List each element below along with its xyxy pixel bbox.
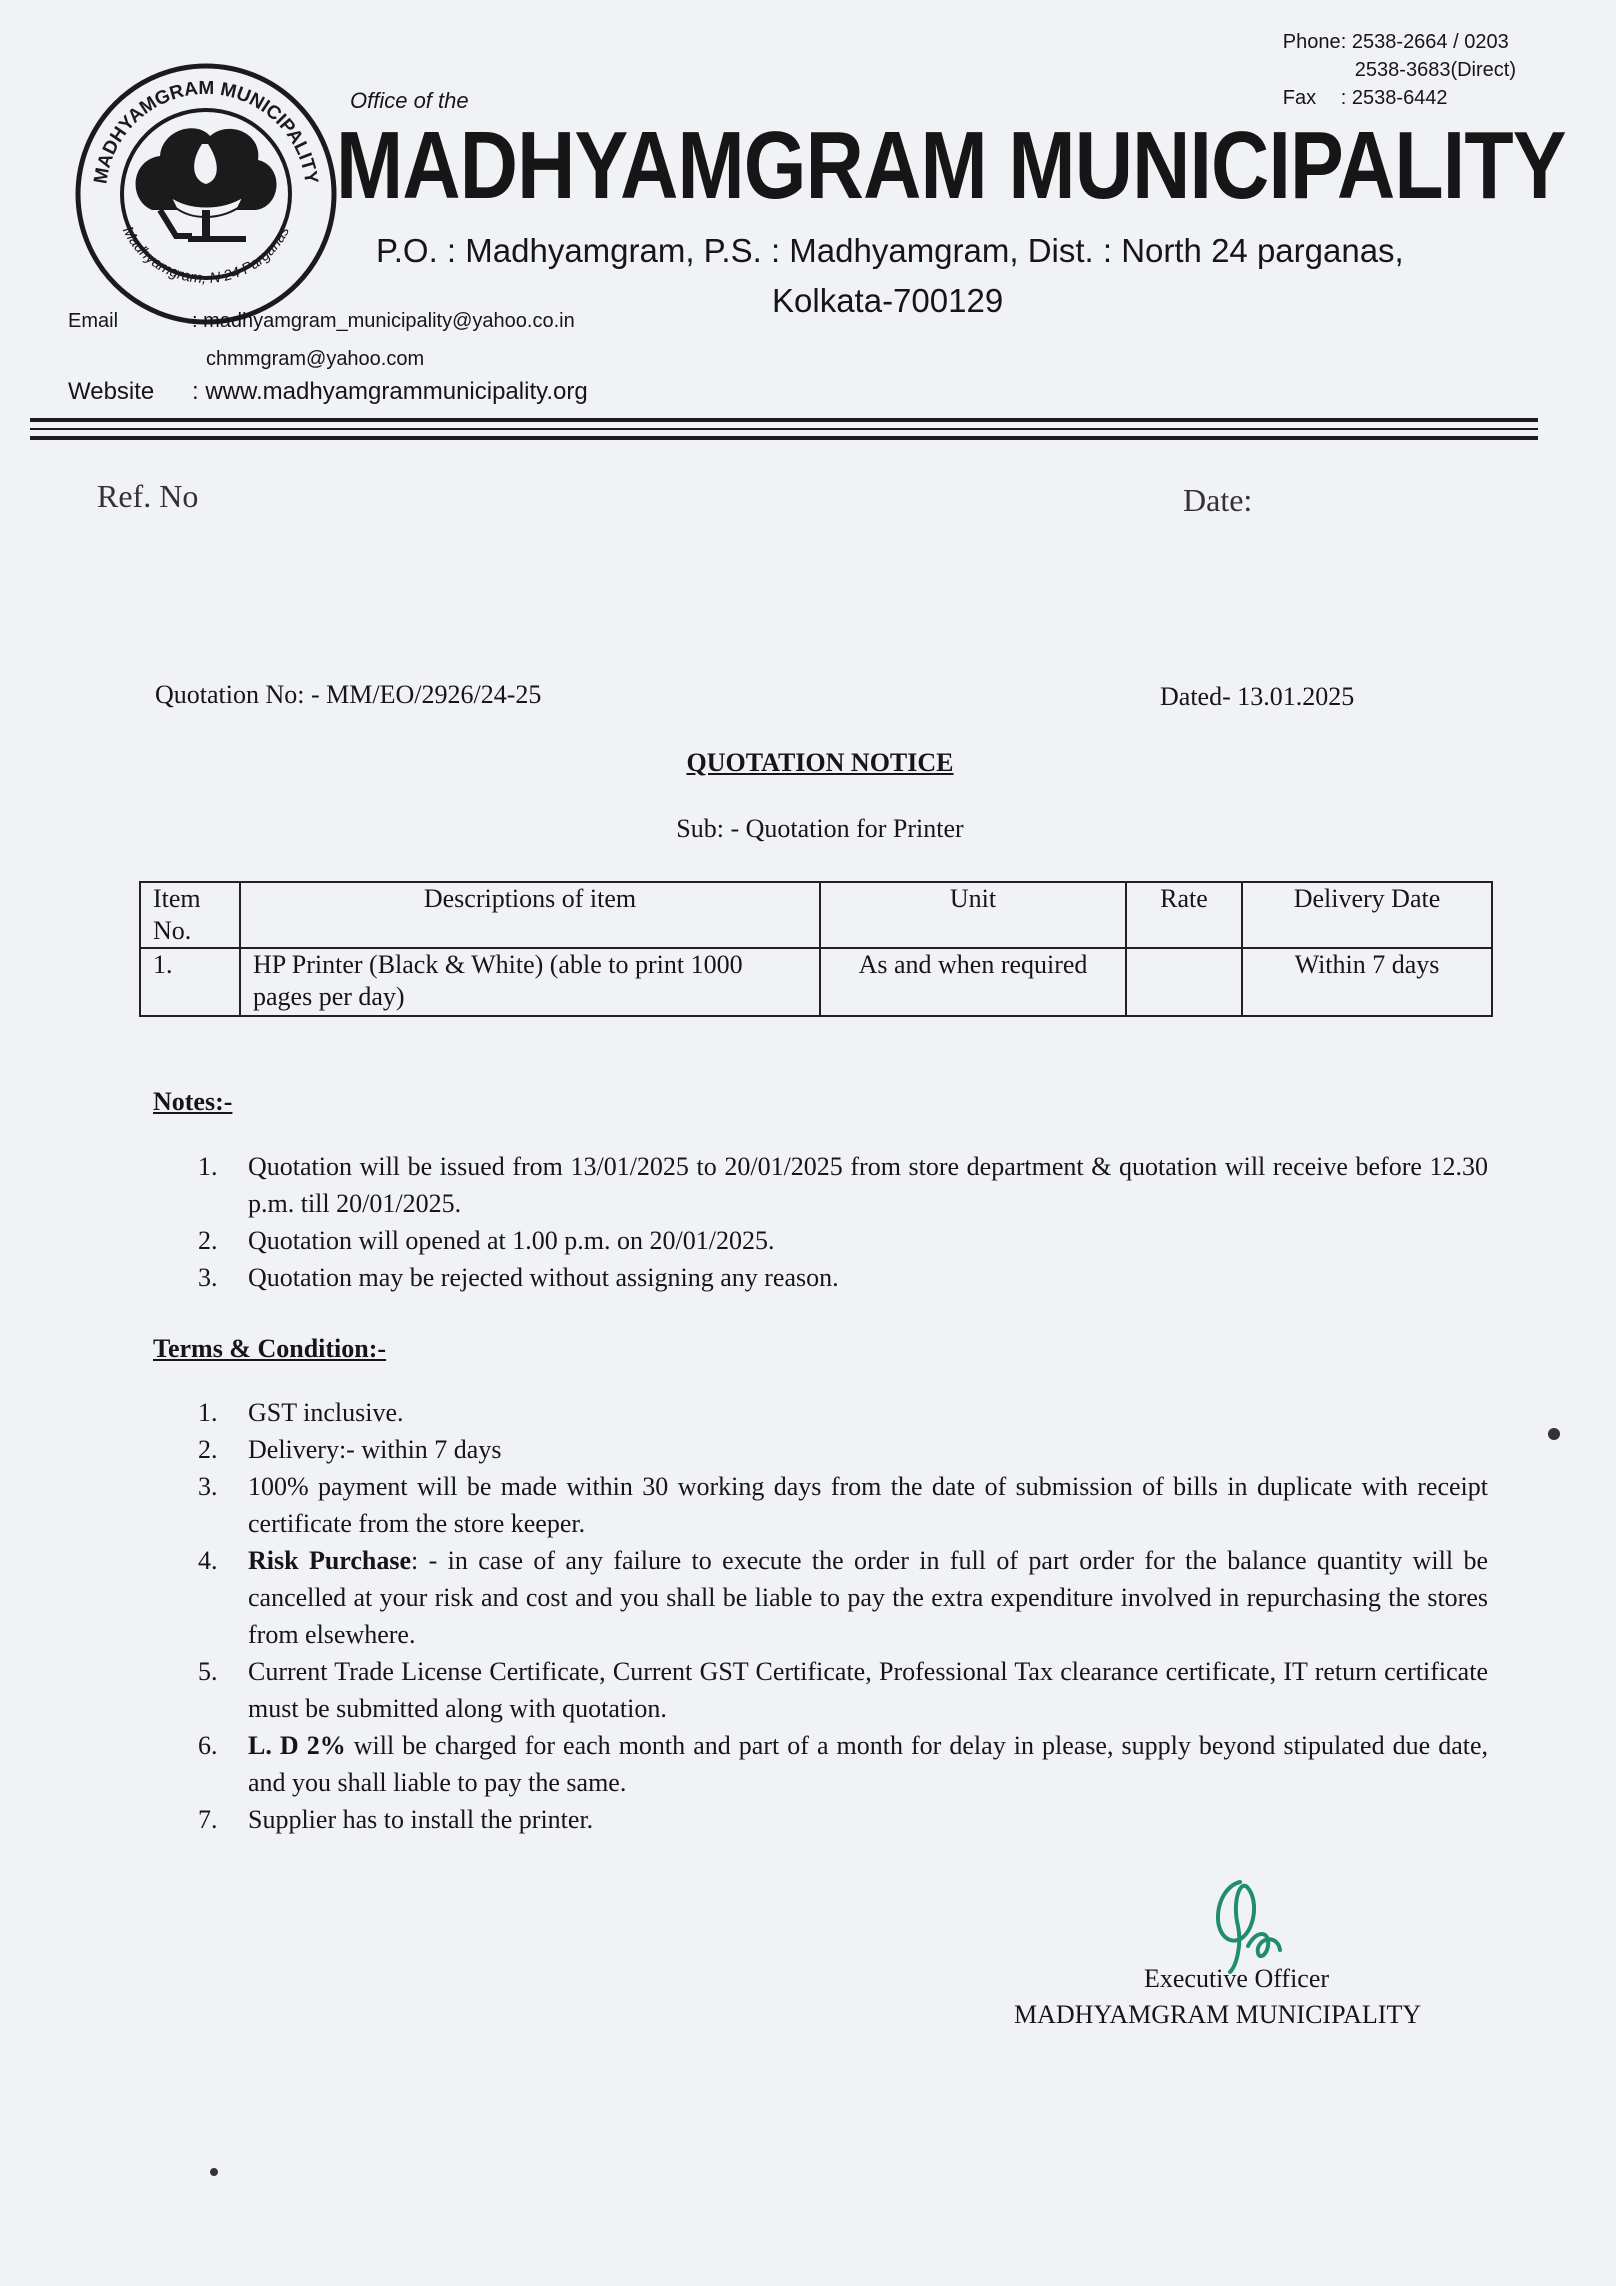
terms-heading: Terms & Condition:-: [153, 1334, 387, 1363]
phone-direct: 2538-3683(Direct): [1354, 59, 1516, 81]
scan-speck: [1548, 1428, 1560, 1440]
email-primary[interactable]: : madhyamgram_municipality@yahoo.co.in: [192, 310, 575, 332]
list-item: [198, 1653, 1488, 1727]
list-item: [198, 1148, 1488, 1222]
fax-value: : 2538-6442: [1340, 87, 1448, 109]
svg-text:MADHYAMGRAM MUNICIPALITY: MADHYAMGRAM MUNICIPALITY: [90, 78, 322, 186]
signatory-organization: MADHYAMGRAM MUNICIPALITY: [1014, 2000, 1422, 2029]
cell-unit: As and when required: [820, 948, 1126, 1016]
notice-title: [0, 748, 1616, 778]
list-text: Quotation will be issued from 13/01/2025 to 20/01/2025 from store department & quotation will receive before 12.30 p.m. till 20/01/2025.: [248, 1152, 1488, 1218]
list-item: [198, 1727, 1488, 1801]
signatory-title: Executive Officer: [1144, 1964, 1330, 1993]
notice-subject: Sub: - Quotation for Printer: [676, 814, 964, 843]
phone-value: : 2538-2664 / 0203: [1340, 31, 1509, 53]
list-text: GST inclusive.: [248, 1398, 404, 1427]
letterhead-rule-bottom: [30, 436, 1538, 440]
list-number: 7.: [198, 1805, 218, 1834]
header-description: Descriptions of item: [240, 882, 820, 948]
list-item: [198, 1542, 1488, 1653]
list-number: 1.: [198, 1152, 218, 1181]
list-number: 3.: [198, 1263, 218, 1292]
list-text: Quotation may be rejected without assigning any reason.: [248, 1263, 839, 1292]
quotation-date: Dated- 13.01.2025: [1160, 682, 1355, 711]
office-of-label: Office of the: [350, 88, 469, 113]
cell-description: HP Printer (Black & White) (able to print 1000 pages per day): [240, 948, 820, 1016]
terms-list: [198, 1394, 1488, 1838]
list-item: [198, 1222, 1488, 1259]
list-text: 100% payment will be made within 30 working days from the date of submission of bills in duplicate with receipt certificate from the store keeper.: [248, 1472, 1488, 1538]
website-link[interactable]: : www.madhyamgrammunicipality.org: [192, 378, 588, 405]
date-label: Date:: [1183, 482, 1253, 518]
letterhead-rule-middle: [30, 428, 1538, 430]
address-line: P.O. : Madhyamgram, P.S. : Madhyamgram, Dist. : North 24 parganas,: [376, 232, 1404, 269]
header-item-no: Item No.: [140, 882, 240, 948]
list-text: will be charged for each month and part of a month for delay in please, supply beyond stipulated due date, and you shall liable to pay the same.: [248, 1731, 1488, 1797]
list-item: [198, 1431, 1488, 1468]
items-table: [139, 881, 1493, 1017]
list-text: Current Trade License Certificate, Current GST Certificate, Professional Tax clearance certificate, IT return certificate must be submitted along with quotation.: [248, 1657, 1488, 1723]
scan-speck: [210, 2168, 218, 2176]
handwritten-signature: [1196, 1866, 1316, 1976]
cell-delivery-date: Within 7 days: [1242, 948, 1492, 1016]
svg-text:Madhyamgram, N 24 Parganas: Madhyamgram, N 24 Parganas: [118, 223, 294, 288]
organization-name: MADHYAMGRAM MUNICIPALITY: [336, 112, 1566, 219]
list-number: 4.: [198, 1546, 218, 1575]
list-text: : - in case of any failure to execute the order in full of part order for the balance quantity will be cancelled at your risk and cost and you shall be liable to pay the extra expenditure involved in repurchasing the stores from elsewhere.: [248, 1546, 1488, 1649]
list-number: 2.: [198, 1226, 218, 1255]
list-number: 2.: [198, 1435, 218, 1464]
website-label: Website: [68, 378, 155, 405]
list-number: 6.: [198, 1731, 218, 1760]
list-item: [198, 1394, 1488, 1431]
contact-block: [1283, 28, 1516, 112]
table-row: [140, 948, 1492, 1016]
cell-rate: [1126, 948, 1242, 1016]
phone-label: Phone: [1282, 31, 1341, 53]
notice-title-text: QUOTATION NOTICE: [686, 748, 954, 777]
email-label: Email: [68, 310, 119, 332]
list-text: Quotation will opened at 1.00 p.m. on 20/01/2025.: [248, 1226, 775, 1255]
list-bold-term: Risk Purchase: [248, 1546, 412, 1575]
list-item: [198, 1468, 1488, 1542]
email-secondary[interactable]: chmmgram@yahoo.com: [206, 348, 425, 370]
ref-no-label: Ref. No: [97, 478, 199, 514]
letterhead-rule-top: [30, 418, 1538, 422]
list-number: 5.: [198, 1657, 218, 1686]
list-item: [198, 1259, 1488, 1296]
city-line: Kolkata-700129: [772, 282, 1004, 319]
list-number: 3.: [198, 1472, 218, 1501]
notes-list: [198, 1148, 1488, 1296]
notes-heading: Notes:-: [153, 1087, 233, 1116]
header-rate: Rate: [1126, 882, 1242, 948]
list-item: [198, 1801, 1488, 1838]
list-text: Supplier has to install the printer.: [248, 1805, 594, 1834]
fax-label: Fax: [1282, 87, 1317, 109]
header-delivery-date: Delivery Date: [1242, 882, 1492, 948]
table-header-row: [140, 882, 1492, 948]
list-bold-term: L. D 2%: [248, 1731, 346, 1760]
cell-item-no: 1.: [140, 948, 240, 1016]
list-number: 1.: [198, 1398, 218, 1427]
header-unit: Unit: [820, 882, 1126, 948]
quotation-number: Quotation No: - MM/EO/2926/24-25: [155, 680, 542, 709]
municipality-seal-logo: [72, 60, 340, 328]
list-text: Delivery:- within 7 days: [248, 1435, 502, 1464]
